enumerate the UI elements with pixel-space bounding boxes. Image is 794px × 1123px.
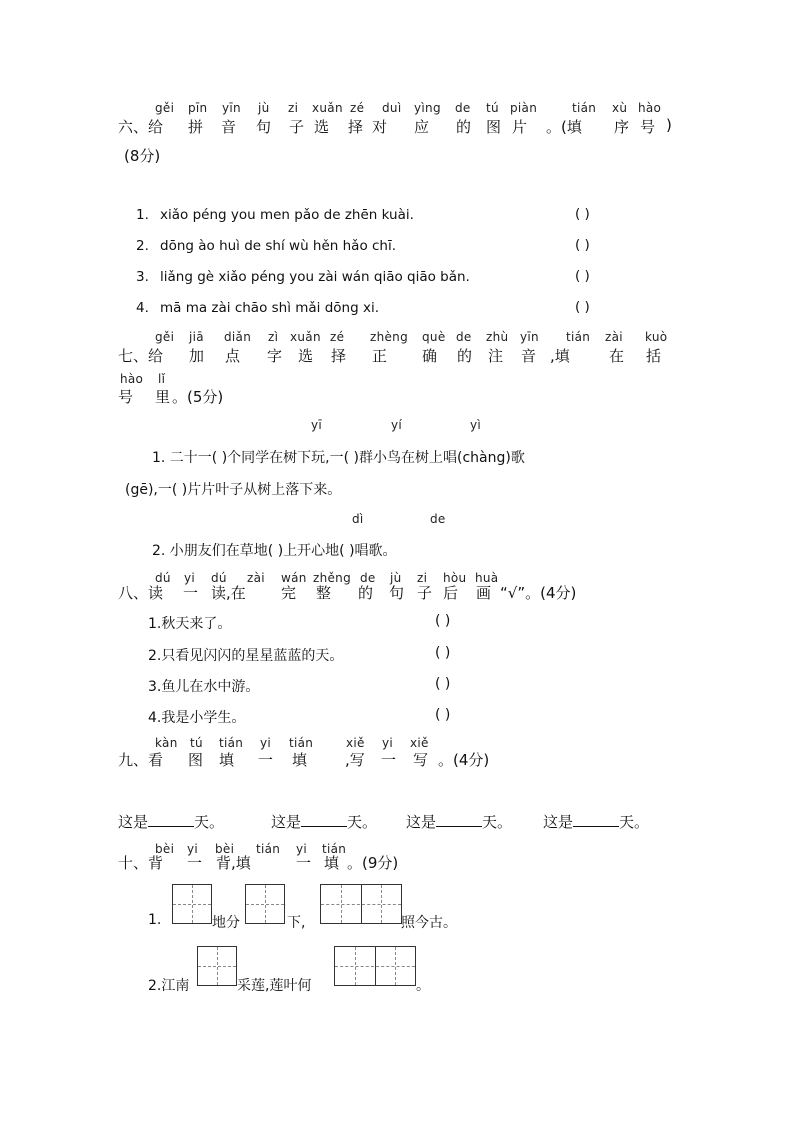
heading-char: 完 [281,584,297,602]
pinyin: zi [417,571,428,585]
answer-paren[interactable]: ( ) [435,613,451,629]
heading-char: 填 [292,751,308,769]
suffix: 天。 [482,813,513,831]
pinyin: bèi [215,842,235,856]
pinyin: de [455,101,471,115]
fill-line [271,811,377,832]
pinyin: xuǎn [290,330,321,344]
pinyin: duì [382,101,402,115]
answer-paren[interactable]: ( ) [575,299,590,315]
item-number: 2. [136,238,149,254]
heading-char: 。(9分) [347,854,399,872]
heading-char: 图 [486,118,502,136]
tianzige-box[interactable] [172,884,212,924]
pinyin: gěi [155,330,175,344]
answer-paren[interactable]: ( ) [575,268,590,284]
pinyin: wán [281,571,307,585]
heading-char: 的 [457,347,473,365]
heading-char: 子 [417,584,433,602]
pinyin: zhù [486,330,509,344]
heading-char: 选 [298,347,314,365]
pinyin: zé [330,330,345,344]
heading-char: 一 [296,854,312,872]
item-number: 1. [136,207,149,223]
tianzige-box[interactable] [245,884,285,924]
suffix: 天。 [194,813,225,831]
heading-char: 写 [413,751,429,769]
pinyin-sentence: xiǎo péng you men pǎo de zhēn kuài. [160,207,414,223]
pinyin: kàn [155,736,178,750]
heading-char: 十、背 [118,854,164,872]
heading-char: 七、给 [118,347,164,365]
item-number: 4. [136,300,149,316]
poem-text: 下, [287,915,306,931]
heading-char: 读,在 [211,584,246,602]
fill-line [406,811,512,832]
poem-text: 地分 [212,915,240,931]
heading-char: 一 [381,751,397,769]
heading-char: 句 [389,584,405,602]
heading-char: 后 [443,584,459,602]
pinyin: zé [350,101,365,115]
pinyin: zhěng [313,571,352,585]
sentence: 4.我是小学生。 [148,710,246,726]
pinyin: yìng [414,101,441,115]
pinyin: yīn [520,330,539,344]
heading-char: 的 [456,118,472,136]
pinyin: zài [247,571,265,585]
heading-char: 八、读 [118,584,164,602]
heading-char: 应 [414,118,430,136]
item-number: 3. [136,269,149,285]
heading-char: 里 [155,388,171,406]
heading-char: 整 [316,584,332,602]
fill-line [118,811,224,832]
prefix: 这是 [271,813,302,831]
pinyin: tián [289,736,314,750]
answer-paren[interactable]: ( ) [435,676,451,692]
tianzige-box[interactable] [197,946,237,986]
heading-char: 片 [512,118,528,136]
pinyin: hào [638,101,662,115]
heading-char: 的 [358,584,374,602]
pinyin-sentence: liǎng gè xiǎo péng you zài wán qiāo qiāo bǎn. [160,269,470,285]
heading-char: 择 [348,118,364,136]
pinyin: yi [260,736,272,750]
pinyin: tián [322,842,347,856]
pinyin: dú [211,571,227,585]
question-line: 2. 小朋友们在草地( )上开心地( )唱歌。 [152,543,397,559]
pinyin: tián [572,101,597,115]
heading-char: 正 [372,347,388,365]
answer-paren[interactable]: ( ) [575,237,590,253]
pinyin: tú [190,736,203,750]
answer-blank[interactable] [148,812,194,827]
heading-char: 括 [646,347,662,365]
heading-char: 在 [609,347,625,365]
pinyin: tián [219,736,244,750]
heading-char: 音 [521,347,537,365]
pinyin-sentence: mā ma zài chāo shì mǎi dōng xi. [160,300,380,316]
pinyin-option: yì [470,418,482,432]
pinyin-option: yī [311,418,323,432]
pinyin: gěi [155,101,175,115]
heading-char: 确 [422,347,438,365]
heading-char: 序 [614,118,630,136]
pinyin: piàn [510,101,538,115]
heading-char: 字 [267,347,283,365]
pinyin: zì [268,330,279,344]
heading-char: 背,填 [216,854,251,872]
pinyin: yi [382,736,394,750]
heading-char: 号 [118,388,134,406]
heading-char: 六、给 [118,118,164,136]
answer-blank[interactable] [301,812,347,827]
score: (8分) [124,147,161,165]
pinyin: xiě [410,736,429,750]
pinyin: yi [184,571,196,585]
question-line: (gē),一( )片片叶子从树上落下来。 [125,482,342,498]
sentence: 1.秋天来了。 [148,616,232,632]
prefix: 这是 [118,813,149,831]
pinyin: yi [296,842,308,856]
answer-blank[interactable] [436,812,482,827]
pinyin: pīn [188,101,208,115]
pinyin-option: de [430,512,446,526]
heading-char: 号 [640,118,656,136]
heading-char: 子 [289,118,305,136]
poem-text: 照今古。 [401,915,457,931]
pinyin: jiā [189,330,204,344]
prefix: 这是 [543,813,574,831]
pinyin: xuǎn [312,101,343,115]
heading-char: “√”。(4分) [500,584,577,602]
pinyin: tián [256,842,281,856]
pinyin: xù [612,101,628,115]
pinyin: jù [390,571,402,585]
heading-char: 填 [219,751,235,769]
heading-char: 点 [225,347,241,365]
heading-char: 注 [488,347,504,365]
pinyin: lǐ [158,372,166,386]
pinyin: de [456,330,472,344]
poem-text: 。 [416,978,430,994]
pinyin: zi [288,101,299,115]
pinyin: dú [155,571,171,585]
tianzige-box-double[interactable] [334,946,416,986]
fill-line [543,811,649,832]
line-number: 1. [148,912,162,928]
pinyin: jù [258,101,270,115]
heading-char: 一 [187,854,203,872]
pinyin: zài [605,330,623,344]
heading-char: 音 [221,118,237,136]
heading-char: 择 [331,347,347,365]
score: 。(5分) [172,388,224,406]
pinyin-option: dì [352,512,364,526]
pinyin: huà [475,571,499,585]
answer-paren[interactable]: ( ) [575,206,590,222]
pinyin: què [422,330,446,344]
poem-text: 2.江南 [148,978,190,994]
heading-char: 加 [189,347,205,365]
sentence: 3.鱼儿在水中游。 [148,679,260,695]
heading-char: ,写 [345,751,365,769]
pinyin-option: yí [391,418,403,432]
heading-char: 对 [372,118,388,136]
answer-paren[interactable]: ( ) [435,645,451,661]
pinyin: yīn [222,101,241,115]
pinyin: yi [187,842,199,856]
pinyin-sentence: dōng ào huì de shí wù hěn hǎo chī. [160,238,397,254]
heading-char: ,填 [550,347,570,365]
pinyin: bèi [155,842,175,856]
heading-char: 图 [188,751,204,769]
heading-char: 填 [324,854,340,872]
heading-char: 。(填 [546,118,582,136]
heading-char: ) [666,116,672,134]
pinyin: diǎn [224,330,252,344]
sentence: 2.只看见闪闪的星星蓝蓝的天。 [148,648,344,664]
heading-char: 选 [314,118,330,136]
heading-char: 拼 [188,118,204,136]
pinyin: hòu [443,571,467,585]
poem-text: 采莲,莲叶何 [237,978,312,994]
suffix: 天。 [619,813,650,831]
heading-char: 九、看 [118,751,164,769]
prefix: 这是 [406,813,437,831]
pinyin: kuò [645,330,668,344]
pinyin: tú [486,101,499,115]
answer-blank[interactable] [573,812,619,827]
pinyin: xiě [346,736,365,750]
pinyin: de [360,571,376,585]
heading-char: 。(4分) [438,751,490,769]
heading-char: 一 [258,751,274,769]
pinyin: tián [566,330,591,344]
question-line: 1. 二十一( )个同学在树下玩,一( )群小鸟在树上唱(chàng)歌 [152,450,525,466]
tianzige-box-double[interactable] [320,884,402,924]
heading-char: 画 [476,584,492,602]
heading-char: 一 [183,584,199,602]
pinyin: hào [120,372,144,386]
suffix: 天。 [347,813,378,831]
pinyin: zhèng [370,330,409,344]
answer-paren[interactable]: ( ) [435,707,451,723]
heading-char: 句 [256,118,272,136]
